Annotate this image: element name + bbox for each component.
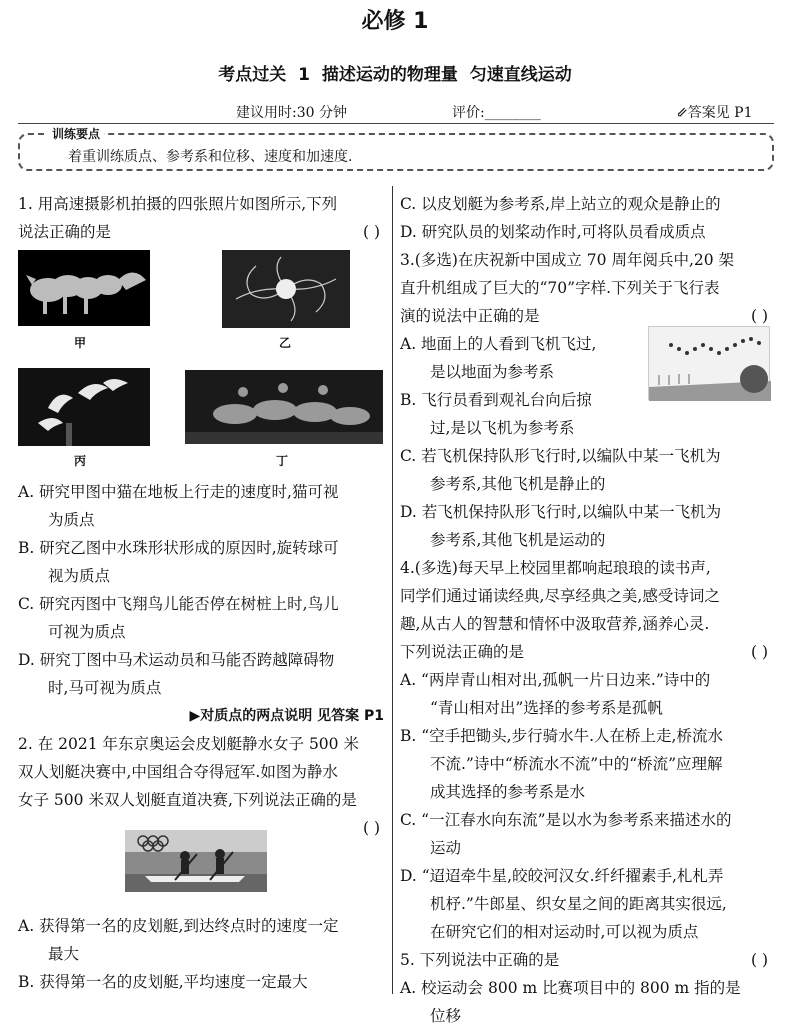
option-line: B. “空手把锄头,步行骑水牛.人在桥上走,桥流水 (400, 727, 723, 745)
photo-horse-rider (185, 370, 383, 444)
photo-spinning-ball (222, 250, 350, 328)
right-column (400, 190, 772, 1030)
training-points-text: 着重训练质点、参考系和位移、速度和加速度. (68, 149, 353, 165)
answer-paren: ( ) (750, 643, 768, 661)
q2-stem-line: 双人划艇决赛中,中国组合夺得冠军.如图为静水 (18, 763, 338, 781)
option-line: 为质点 (48, 511, 95, 529)
option-line: 最大 (48, 945, 80, 963)
header-rule (18, 123, 774, 124)
option-line: A. 地面上的人看到飞机飞过, (400, 335, 597, 353)
q2-stem-line: 2. 在 2021 年东京奥运会皮划艇静水女子 500 米 (18, 735, 359, 753)
q3-stem-line: 直升机组成了巨大的“70”字样.下列关于飞行表 (400, 279, 720, 297)
option-line: 参考系,其他飞机是静止的 (430, 475, 606, 493)
option-line: A. 校运动会 800 m 比赛项目中的 800 m 指的是 (400, 979, 741, 997)
photo-caption: 甲 (73, 336, 86, 350)
q1-stem-line: 1. 用高速摄影机拍摄的四张照片如图所示,下列 (18, 195, 338, 213)
option-line: A. 研究甲图中猫在地板上行走的速度时,猫可视 (18, 483, 339, 501)
option-line: C. 若飞机保持队形飞行时,以编队中某一飞机为 (400, 447, 721, 465)
note-link[interactable]: ▶对质点的两点说明 见答案 P1 (189, 708, 384, 724)
q2-stem-line: 女子 500 米双人划艇直道决赛,下列说法正确的是 (18, 791, 357, 809)
option-line: C. 研究丙图中飞翔鸟儿能否停在树桩上时,鸟儿 (18, 595, 339, 613)
option-line: D. 研究队员的划桨动作时,可将队员看成质点 (400, 223, 706, 241)
q4-stem-line: 趣,从古人的智慧和情怀中汲取营养,涵养心灵. (400, 615, 710, 633)
option-line: D. “迢迢牵牛星,皎皎河汉女.纤纤擢素手,札札弄 (400, 867, 724, 885)
option-line: B. 研究乙图中水珠形状形成的原因时,旋转球可 (18, 539, 339, 557)
option-line: A. “两岸青山相对出,孤帆一片日边来.”诗中的 (400, 671, 711, 689)
option-line: 不流.”诗中“桥流水不流”中的“桥流”应理解 (430, 755, 723, 773)
answer-reference: ⇙答案见 P1 (676, 105, 753, 121)
rating-field: 评价:________ (452, 105, 541, 121)
option-line: 过,是以飞机为参考系 (430, 419, 575, 437)
question-1 (18, 190, 384, 246)
option-line: C. 以皮划艇为参考系,岸上站立的观众是静止的 (400, 195, 721, 213)
q5-stem-line: 5. 下列说法中正确的是 ( ) (400, 946, 772, 974)
option-line: 运动 (430, 839, 462, 857)
q1-stem-line: 说法正确的是 ( ) (18, 218, 384, 246)
option-line: D. 若飞机保持队形飞行时,以编队中某一飞机为 (400, 503, 722, 521)
answer-paren: ( ) (362, 223, 380, 241)
photo-canoe (125, 830, 267, 892)
photo-cat (18, 250, 150, 326)
training-points-label: 训练要点 (48, 125, 104, 142)
option-line: D. 研究丁图中马术运动员和马能否跨越障碍物 (18, 651, 335, 669)
photo-birds (18, 368, 150, 446)
option-line: 成其选择的参考系是水 (430, 783, 586, 801)
option-line: B. 飞行员看到观礼台向后掠 (400, 391, 592, 409)
q3-stem-line: 演的说法中正确的是 ( ) (400, 302, 772, 330)
suggested-time: 建议用时:30 分钟 (236, 105, 347, 121)
option-line: 是以地面为参考系 (430, 363, 555, 381)
q4-stem-line: 下列说法正确的是 ( ) (400, 638, 772, 666)
option-line: B. 获得第一名的皮划艇,平均速度一定最大 (18, 973, 308, 991)
question-2-options (18, 912, 384, 996)
option-line: 位移 (430, 1007, 462, 1025)
section-title: 考点过关 1 描述运动的物理量 匀速直线运动 (218, 65, 572, 85)
option-line: 视为质点 (48, 567, 111, 585)
question-1-options (18, 478, 384, 842)
photo-caption: 丙 (73, 454, 86, 468)
photo-helicopters (648, 326, 770, 400)
option-line: 机杼.”牛郎星、织女星之间的距离其实很远, (430, 895, 727, 913)
column-divider (392, 186, 393, 994)
option-line: 可视为质点 (48, 623, 126, 641)
answer-paren: ( ) (750, 951, 768, 969)
option-line: A. 获得第一名的皮划艇,到达终点时的速度一定 (18, 917, 339, 935)
q3-stem-line: 3.(多选)在庆祝新中国成立 70 周年阅兵中,20 架 (400, 251, 735, 269)
q4-stem-line: 同学们通过诵读经典,尽享经典之美,感受诗词之 (400, 587, 720, 605)
page-title: 必修 1 (361, 9, 429, 34)
option-line: C. “一江春水向东流”是以水为参考系来描述水的 (400, 811, 732, 829)
option-line: 在研究它们的相对运动时,可以视为质点 (430, 923, 699, 941)
photo-caption: 乙 (278, 336, 291, 350)
option-line: 时,马可视为质点 (48, 679, 162, 697)
option-line: 参考系,其他飞机是运动的 (430, 531, 606, 549)
answer-paren: ( ) (362, 819, 380, 837)
answer-paren: ( ) (750, 307, 768, 325)
photo-caption: 丁 (275, 454, 288, 468)
q4-stem-line: 4.(多选)每天早上校园里都响起琅琅的读书声, (400, 559, 711, 577)
option-line: “青山相对出”选择的参考系是孤帆 (430, 699, 663, 717)
